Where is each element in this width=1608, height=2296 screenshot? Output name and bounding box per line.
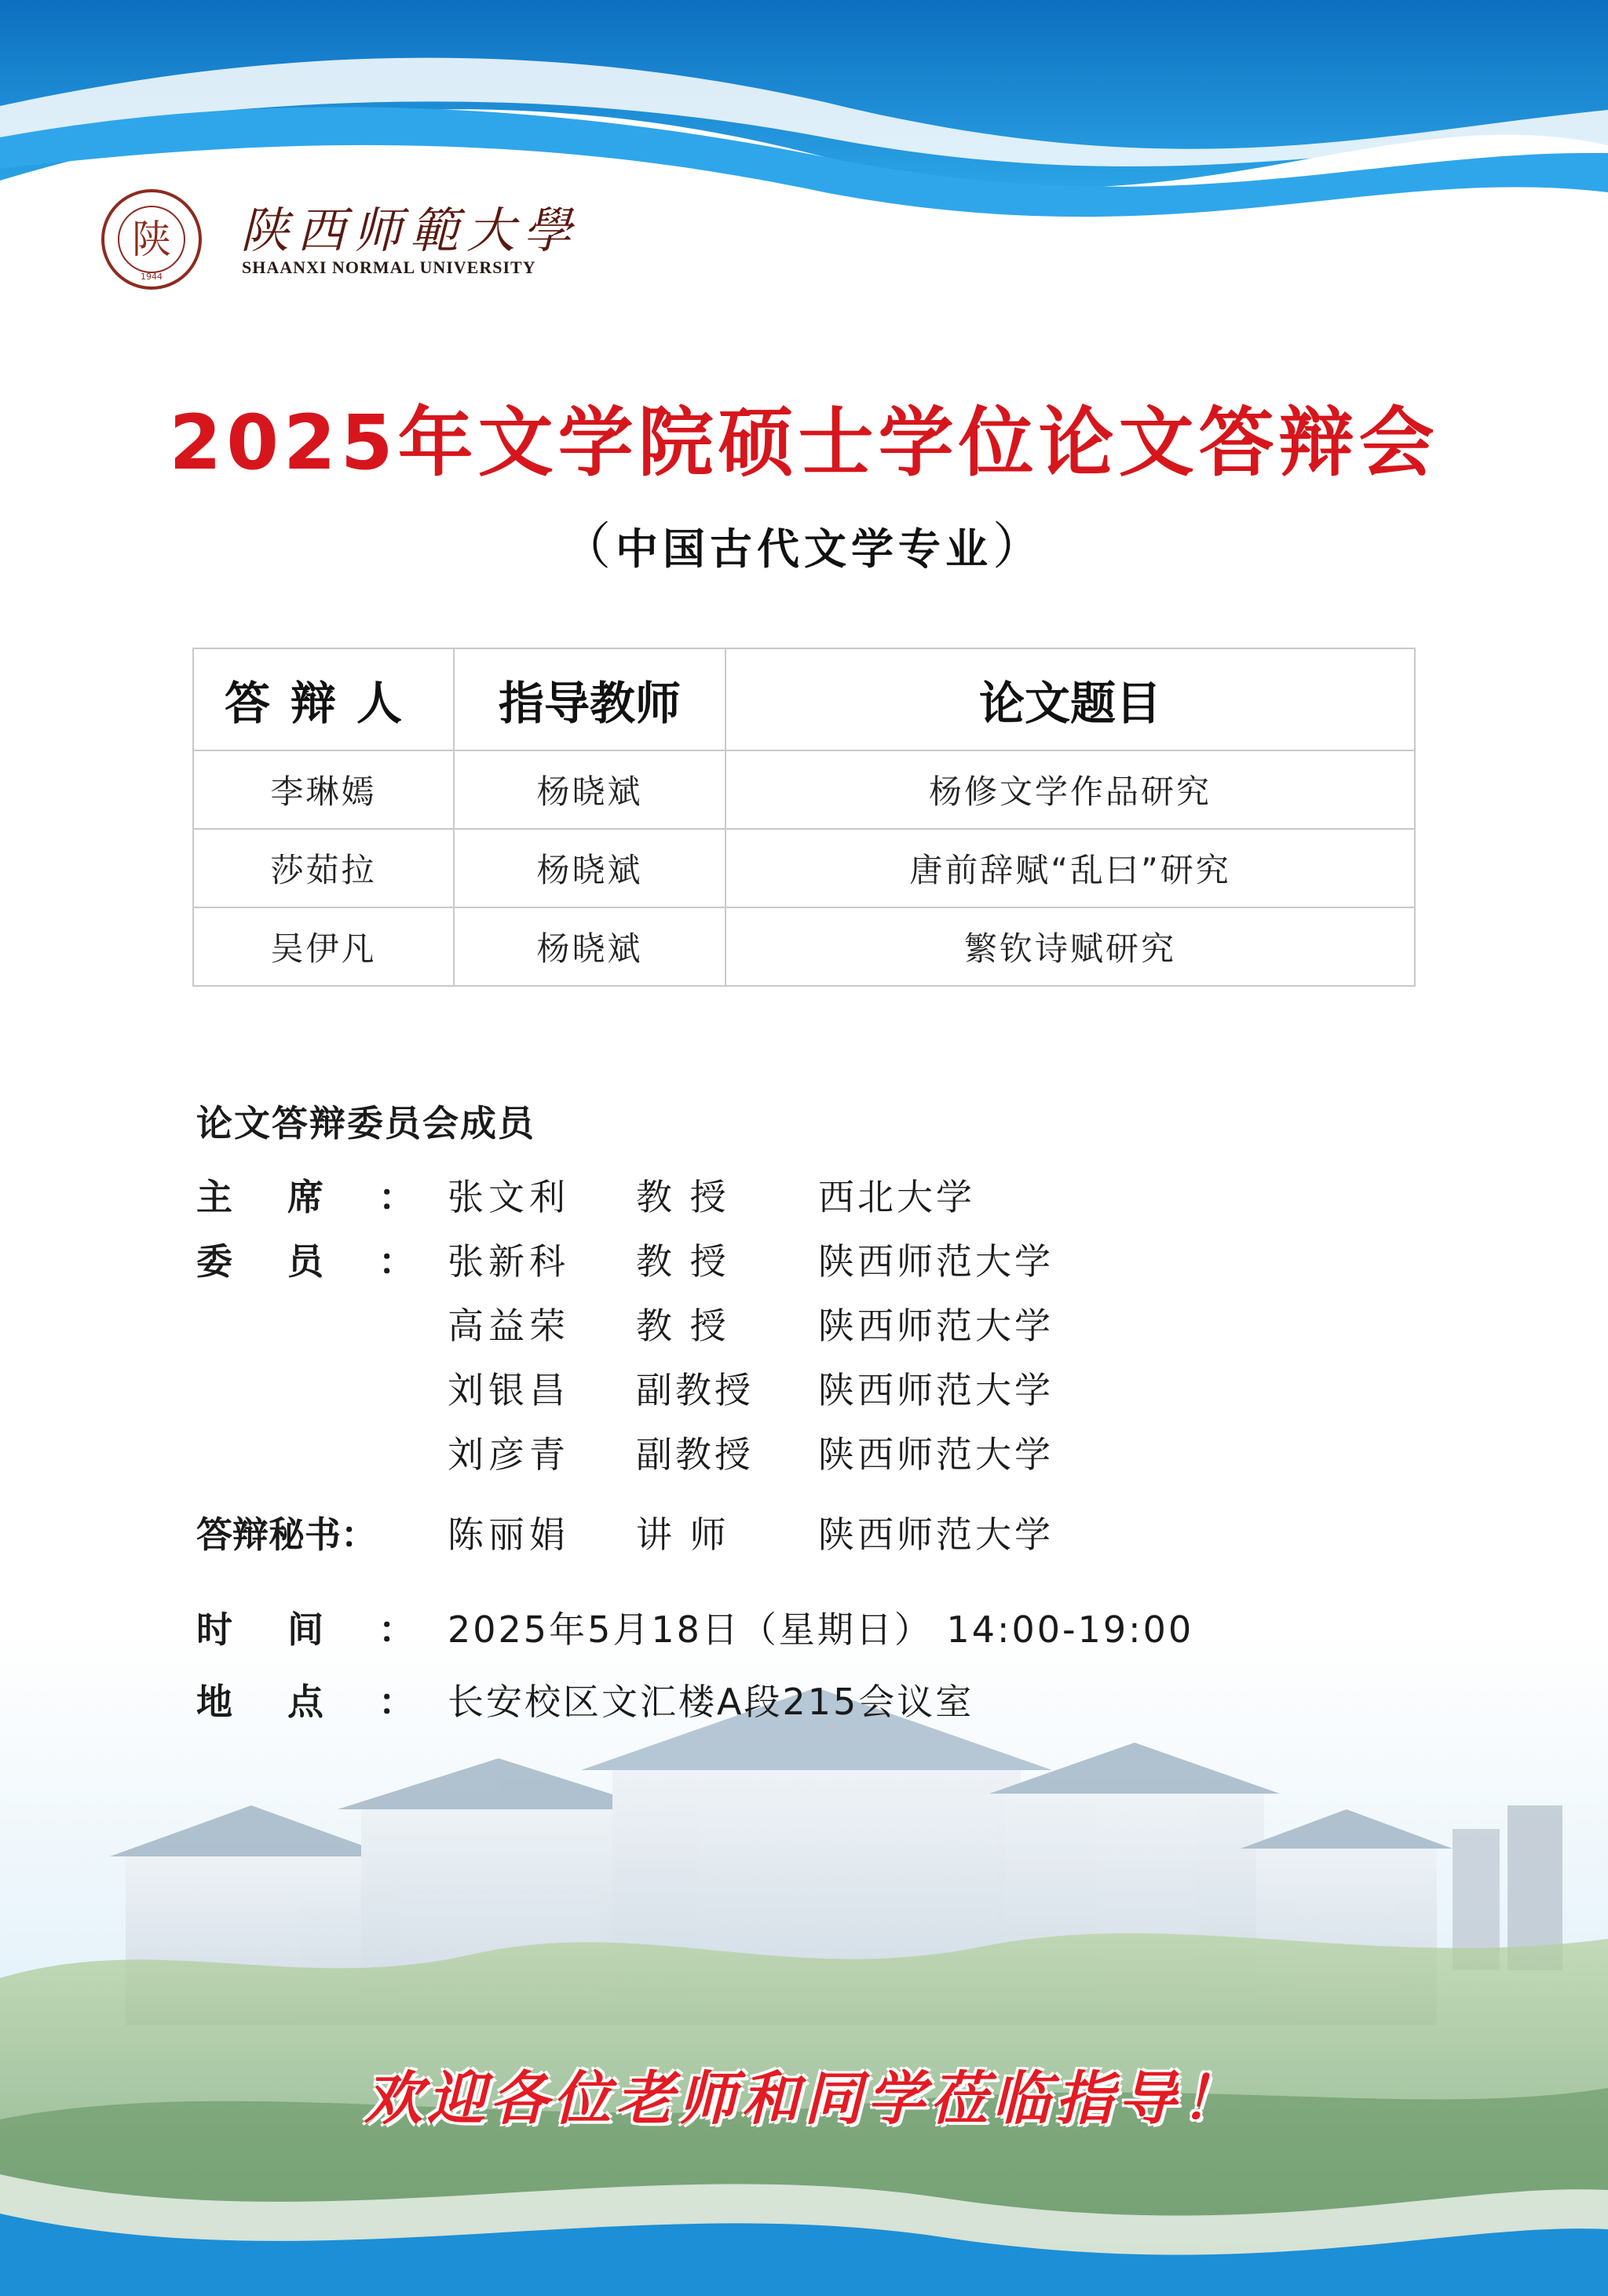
member-org: 西北大学 [818,1176,975,1218]
svg-text:陕: 陕 [132,217,171,262]
committee-chair-row [196,1169,1374,1233]
member-rank: 副教授 [636,1369,754,1411]
committee-member-row [196,1298,1374,1362]
member-rank: 副教授 [636,1433,754,1476]
subtitle-text: 中国古代文学专业 [616,524,992,574]
student-name: 莎茹拉 [193,829,454,907]
welcome-banner: 欢迎各位老师和同学莅临指导！ [364,2065,1244,2133]
member-rank: 讲 师 [636,1513,729,1556]
committee-section [196,1095,1374,1571]
open-paren: （ [561,518,616,576]
member-rank: 教 授 [636,1305,729,1347]
student-name: 吴伊凡 [193,907,454,986]
thesis-topic: 杨修文学作品研究 [725,750,1415,829]
member-name: 刘彦青 [448,1433,570,1476]
time-label: 时间： [196,1608,470,1651]
member-name: 刘银昌 [448,1369,570,1411]
advisor-name: 杨晓斌 [454,907,725,986]
place-label: 地点： [196,1681,470,1723]
member-name: 张文利 [448,1176,570,1218]
members-role: 委员： [196,1240,470,1283]
member-name: 张新科 [448,1240,570,1283]
member-name: 陈丽娟 [448,1513,570,1556]
time-row [196,1601,1453,1674]
committee-member-row [196,1233,1374,1298]
committee-secretary-row [196,1506,1374,1571]
place-row [196,1674,1453,1746]
committee-member-row [196,1426,1374,1491]
thesis-topic: 繁钦诗赋研究 [725,907,1415,986]
table-row [193,750,1415,829]
advisor-name: 杨晓斌 [454,829,725,907]
header-topic: 论文题目 [725,648,1415,750]
page-subtitle [0,506,1608,579]
chair-role: 主席： [196,1176,470,1218]
defense-table [192,648,1416,987]
header-advisor: 指导教师 [454,648,725,750]
place-value: 长安校区文汇楼A段215会议室 [448,1681,974,1723]
member-rank: 教 授 [636,1240,729,1283]
member-org: 陕西师范大学 [818,1369,1054,1411]
university-logo [100,188,580,290]
svg-text:1944: 1944 [141,272,163,282]
member-name: 高益荣 [448,1305,570,1347]
university-seal-icon [100,188,203,290]
member-org: 陕西师范大学 [818,1433,1054,1476]
event-info [196,1601,1453,1746]
university-name-cn: 陕西师範大學 [240,202,580,259]
page-title: 2025年文学院硕士学位论文答辩会 [169,399,1439,487]
time-value: 2025年5月18日（星期日） 14:00-19:00 [448,1608,1194,1651]
table-header-row [193,648,1415,750]
member-org: 陕西师范大学 [818,1240,1054,1283]
committee-member-row [196,1362,1374,1426]
member-org: 陕西师范大学 [818,1305,1054,1347]
committee-heading: 论文答辩委员会成员 [196,1102,535,1144]
member-rank: 教 授 [636,1176,729,1218]
table-row [193,907,1415,986]
table-row [193,829,1415,907]
close-paren: ） [992,518,1047,576]
university-name-en: SHAANXI NORMAL UNIVERSITY [242,257,536,277]
secretary-role: 答辩秘书： [196,1513,377,1556]
advisor-name: 杨晓斌 [454,750,725,829]
header-student: 答辩人 [193,648,454,750]
thesis-topic: 唐前辞赋“乱曰”研究 [725,829,1415,907]
member-org: 陕西师范大学 [818,1513,1054,1556]
student-name: 李琳嫣 [193,750,454,829]
